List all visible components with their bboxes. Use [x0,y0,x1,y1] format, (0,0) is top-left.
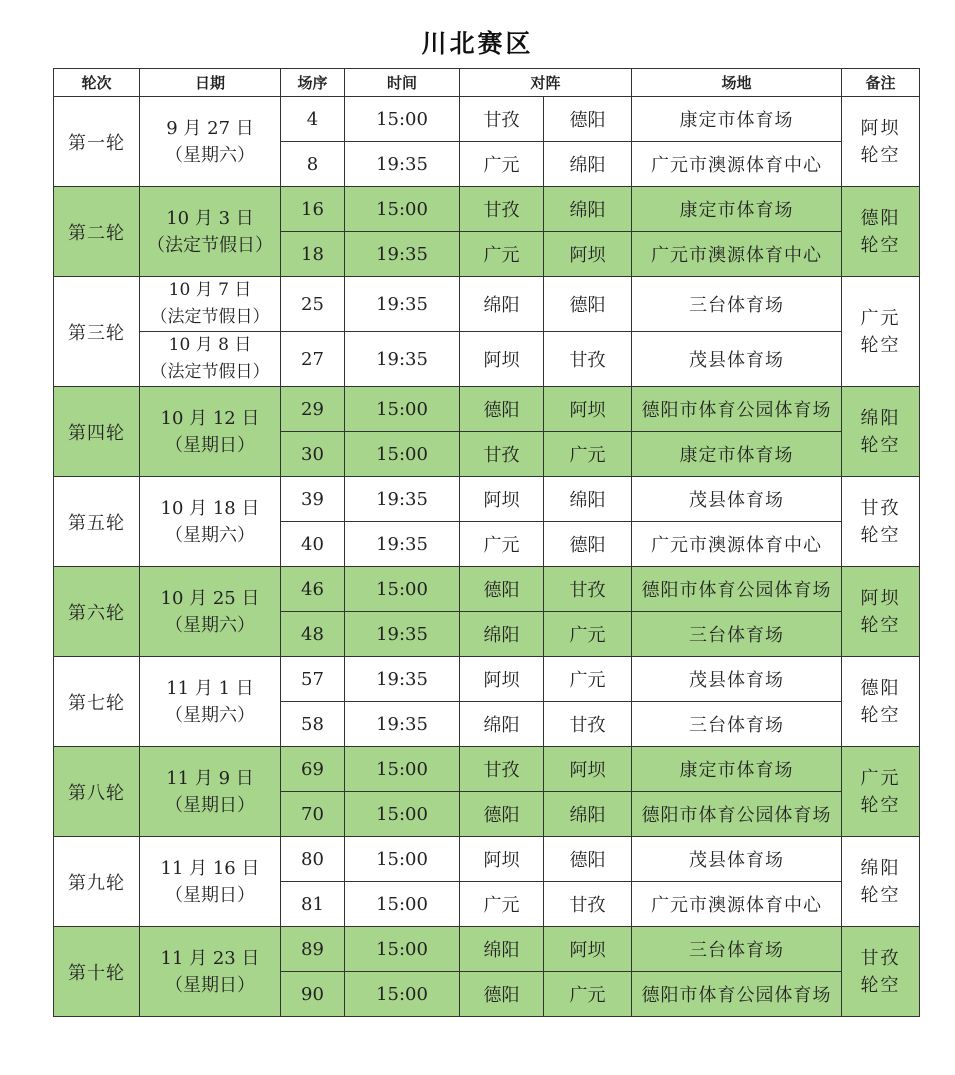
away-team-cell: 阿坝 [544,927,632,972]
note-cell [842,97,920,187]
home-team-cell: 绵阳 [460,612,544,657]
date-line: 11 月 9 日 [166,767,254,789]
date-line: 10 月 7 日 [168,280,252,300]
home-team-cell: 绵阳 [460,702,544,747]
home-team-cell: 广元 [460,882,544,927]
venue-cell: 德阳市体育公园体育场 [632,567,842,612]
time-cell: 15:00 [345,747,460,792]
note-line: 轮空 [860,434,901,456]
away-team-cell: 绵阳 [544,142,632,187]
note-line: 轮空 [860,234,901,256]
note-cell [842,477,920,567]
round-cell: 第五轮 [54,477,140,567]
date-cell [140,277,281,332]
time-cell: 19:35 [345,702,460,747]
note-line: 甘孜 [860,947,901,969]
away-team-cell: 绵阳 [544,477,632,522]
header-matchup: 对阵 [460,69,632,97]
venue-cell: 广元市澳源体育中心 [632,882,842,927]
away-team-cell: 阿坝 [544,387,632,432]
venue-cell: 广元市澳源体育中心 [632,232,842,277]
home-team-cell: 阿坝 [460,837,544,882]
venue-cell: 康定市体育场 [632,187,842,232]
match-number-cell: 70 [281,792,345,837]
time-cell: 15:00 [345,432,460,477]
table-row [54,657,920,702]
note-line: 轮空 [860,974,901,996]
match-number-cell: 89 [281,927,345,972]
date-line: （星期日） [165,794,255,816]
date-line: 9 月 27 日 [166,117,254,139]
date-cell [140,332,281,387]
match-number-cell: 69 [281,747,345,792]
time-cell: 15:00 [345,792,460,837]
note-line: 轮空 [860,704,901,726]
round-cell: 第六轮 [54,567,140,657]
note-line: 轮空 [860,334,901,356]
home-team-cell: 甘孜 [460,747,544,792]
note-cell [842,927,920,1017]
away-team-cell: 德阳 [544,97,632,142]
note-line: 绵阳 [860,857,901,879]
round-cell: 第一轮 [54,97,140,187]
venue-cell: 广元市澳源体育中心 [632,522,842,567]
note-line: 广元 [860,767,901,789]
venue-cell: 康定市体育场 [632,97,842,142]
date-line: （星期日） [165,974,255,996]
note-line: 德阳 [860,677,901,699]
match-number-cell: 81 [281,882,345,927]
away-team-cell: 绵阳 [544,187,632,232]
venue-cell: 三台体育场 [632,927,842,972]
time-cell: 15:00 [345,972,460,1017]
home-team-cell: 甘孜 [460,432,544,477]
note-cell [842,747,920,837]
date-cell [140,927,281,1017]
home-team-cell: 阿坝 [460,657,544,702]
date-line: （星期六） [165,144,255,166]
date-line: （法定节假日） [150,362,270,382]
match-number-cell: 25 [281,277,345,332]
match-number-cell: 40 [281,522,345,567]
home-team-cell: 广元 [460,232,544,277]
table-row [54,477,920,522]
match-number-cell: 48 [281,612,345,657]
round-cell: 第八轮 [54,747,140,837]
time-cell: 15:00 [345,882,460,927]
away-team-cell: 广元 [544,972,632,1017]
note-line: 甘孜 [860,497,901,519]
header-row [54,69,920,97]
time-cell: 19:35 [345,522,460,567]
date-line: （法定节假日） [150,307,270,327]
date-line: 10 月 3 日 [166,207,254,229]
header-time: 时间 [345,69,460,97]
home-team-cell: 德阳 [460,387,544,432]
match-number-cell: 29 [281,387,345,432]
venue-cell: 德阳市体育公园体育场 [632,972,842,1017]
date-cell [140,97,281,187]
match-number-cell: 57 [281,657,345,702]
date-line: 10 月 25 日 [160,587,260,609]
note-line: 绵阳 [860,407,901,429]
date-line: （星期日） [165,884,255,906]
match-number-cell: 4 [281,97,345,142]
time-cell: 19:35 [345,332,460,387]
table-row [54,837,920,882]
venue-cell: 德阳市体育公园体育场 [632,792,842,837]
note-line: 轮空 [860,614,901,636]
home-team-cell: 德阳 [460,972,544,1017]
time-cell: 19:35 [345,142,460,187]
venue-cell: 三台体育场 [632,702,842,747]
match-number-cell: 18 [281,232,345,277]
note-cell [842,567,920,657]
match-number-cell: 39 [281,477,345,522]
time-cell: 19:35 [345,657,460,702]
table-row [54,567,920,612]
note-cell [842,277,920,387]
header-date: 日期 [140,69,281,97]
venue-cell: 三台体育场 [632,612,842,657]
note-line: 广元 [860,307,901,329]
away-team-cell: 绵阳 [544,792,632,837]
date-line: 11 月 23 日 [160,947,260,969]
date-line: （法定节假日） [147,234,273,256]
date-cell [140,387,281,477]
venue-cell: 茂县体育场 [632,477,842,522]
time-cell: 19:35 [345,477,460,522]
date-cell [140,747,281,837]
table-row [54,387,920,432]
note-cell [842,657,920,747]
away-team-cell: 甘孜 [544,332,632,387]
away-team-cell: 德阳 [544,837,632,882]
date-cell [140,657,281,747]
home-team-cell: 绵阳 [460,927,544,972]
date-line: 11 月 16 日 [160,857,260,879]
away-team-cell: 甘孜 [544,702,632,747]
home-team-cell: 甘孜 [460,187,544,232]
schedule-body [54,97,920,1017]
date-line: 10 月 8 日 [168,335,252,355]
time-cell: 15:00 [345,387,460,432]
date-line: （星期日） [165,434,255,456]
header-round: 轮次 [54,69,140,97]
schedule-table [53,68,920,1017]
time-cell: 15:00 [345,927,460,972]
note-line: 阿坝 [860,117,901,139]
round-cell: 第七轮 [54,657,140,747]
match-number-cell: 30 [281,432,345,477]
page-title: 川北赛区 [421,29,534,58]
venue-cell: 茂县体育场 [632,837,842,882]
home-team-cell: 广元 [460,142,544,187]
round-cell: 第十轮 [54,927,140,1017]
table-row [54,927,920,972]
date-line: （星期六） [165,704,255,726]
date-line: 10 月 12 日 [160,407,260,429]
venue-cell: 康定市体育场 [632,432,842,477]
table-row [54,277,920,332]
table-row [54,187,920,232]
time-cell: 15:00 [345,837,460,882]
venue-cell: 广元市澳源体育中心 [632,142,842,187]
time-cell: 19:35 [345,277,460,332]
header-note: 备注 [842,69,920,97]
venue-cell: 茂县体育场 [632,332,842,387]
round-cell: 第九轮 [54,837,140,927]
date-line: （星期六） [165,614,255,636]
match-number-cell: 90 [281,972,345,1017]
away-team-cell: 甘孜 [544,567,632,612]
date-cell [140,567,281,657]
home-team-cell: 绵阳 [460,277,544,332]
venue-cell: 三台体育场 [632,277,842,332]
time-cell: 15:00 [345,97,460,142]
away-team-cell: 广元 [544,657,632,702]
time-cell: 15:00 [345,567,460,612]
note-line: 轮空 [860,884,901,906]
time-cell: 19:35 [345,612,460,657]
home-team-cell: 阿坝 [460,332,544,387]
header-match-no: 场序 [281,69,345,97]
date-line: （星期六） [165,524,255,546]
date-cell [140,477,281,567]
note-line: 轮空 [860,794,901,816]
note-cell [842,387,920,477]
home-team-cell: 阿坝 [460,477,544,522]
round-cell: 第四轮 [54,387,140,477]
away-team-cell: 甘孜 [544,882,632,927]
table-row [54,747,920,792]
away-team-cell: 阿坝 [544,747,632,792]
round-cell: 第二轮 [54,187,140,277]
time-cell: 19:35 [345,232,460,277]
note-line: 德阳 [860,207,901,229]
home-team-cell: 甘孜 [460,97,544,142]
away-team-cell: 德阳 [544,522,632,567]
away-team-cell: 广元 [544,612,632,657]
note-line: 轮空 [860,144,901,166]
venue-cell: 康定市体育场 [632,747,842,792]
match-number-cell: 80 [281,837,345,882]
note-cell [842,837,920,927]
home-team-cell: 德阳 [460,567,544,612]
away-team-cell: 广元 [544,432,632,477]
date-cell [140,187,281,277]
match-number-cell: 58 [281,702,345,747]
table-row [54,97,920,142]
round-cell: 第三轮 [54,277,140,387]
date-cell [140,837,281,927]
table-row [54,332,920,387]
venue-cell: 茂县体育场 [632,657,842,702]
away-team-cell: 阿坝 [544,232,632,277]
note-line: 阿坝 [860,587,901,609]
match-number-cell: 8 [281,142,345,187]
away-team-cell: 德阳 [544,277,632,332]
time-cell: 15:00 [345,187,460,232]
venue-cell: 德阳市体育公园体育场 [632,387,842,432]
date-line: 10 月 18 日 [160,497,260,519]
header-venue: 场地 [632,69,842,97]
home-team-cell: 广元 [460,522,544,567]
date-line: 11 月 1 日 [166,677,254,699]
match-number-cell: 27 [281,332,345,387]
note-line: 轮空 [860,524,901,546]
note-cell [842,187,920,277]
match-number-cell: 16 [281,187,345,232]
match-number-cell: 46 [281,567,345,612]
home-team-cell: 德阳 [460,792,544,837]
